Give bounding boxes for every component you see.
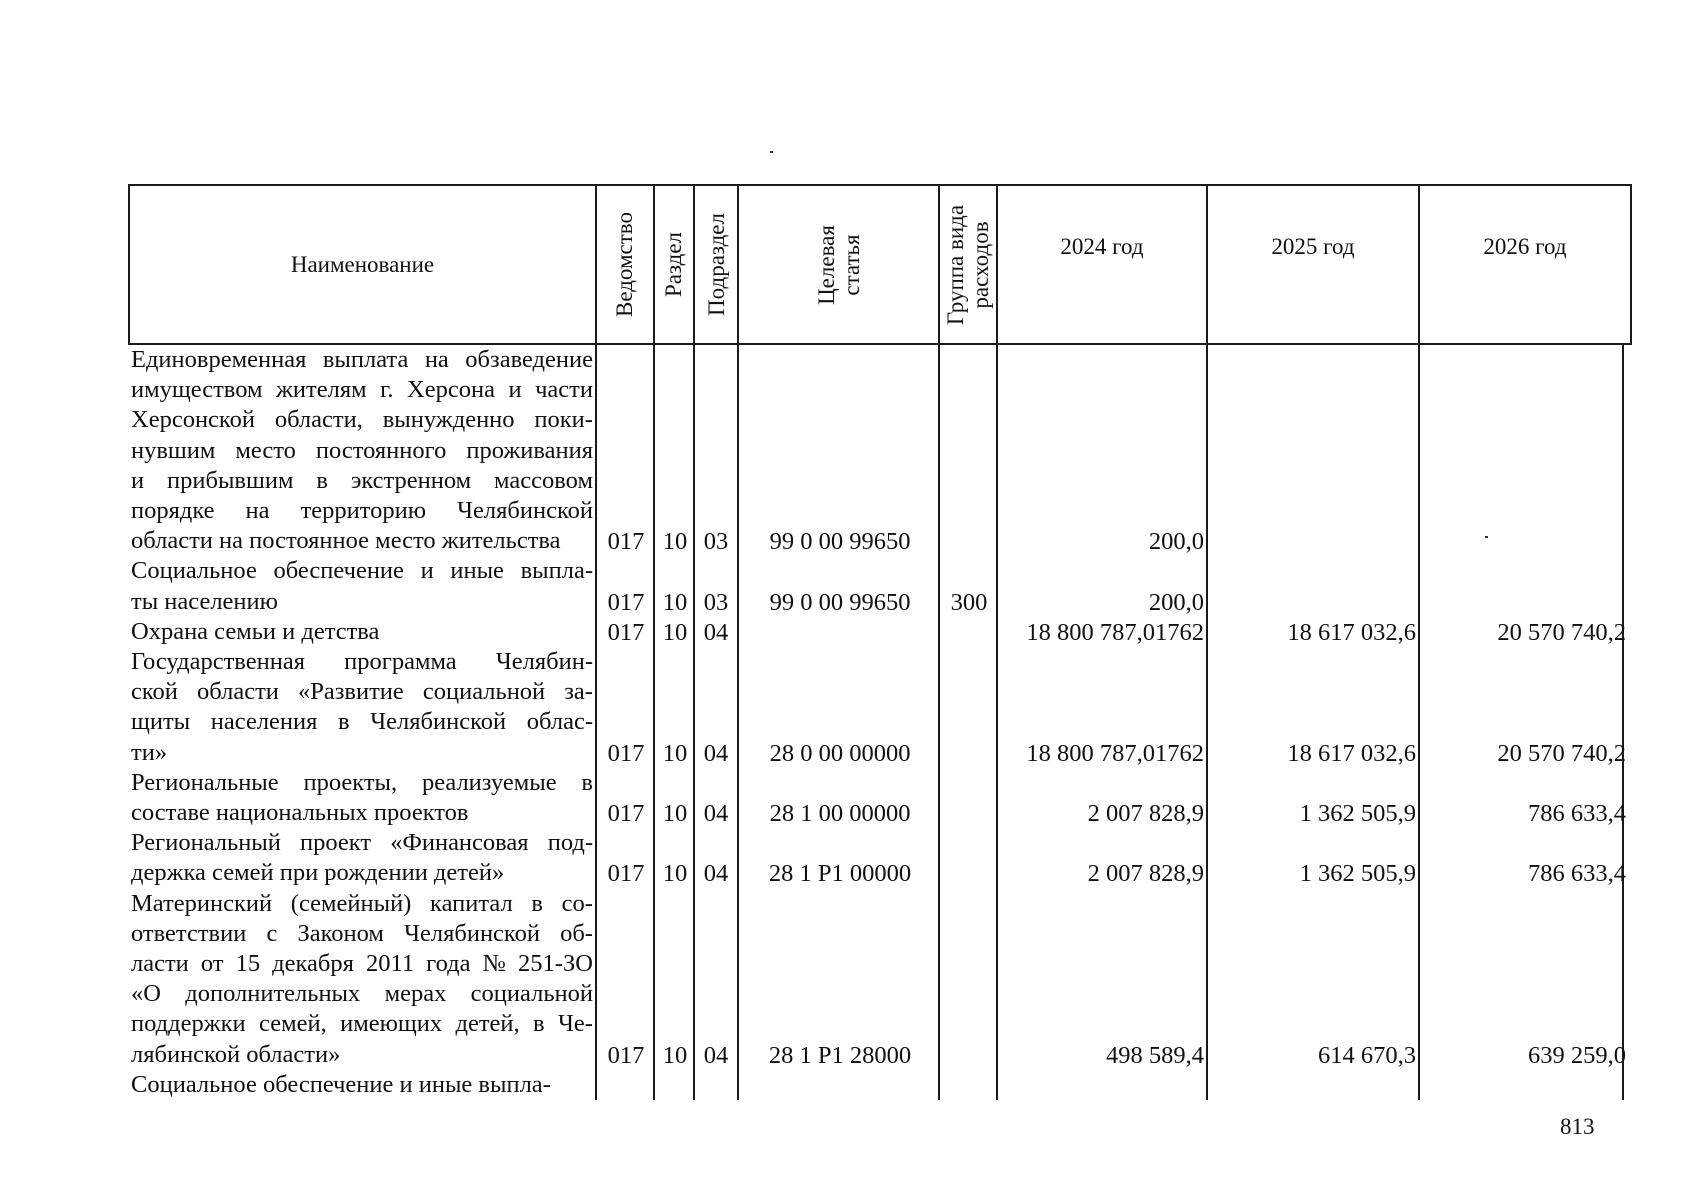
row-amount-2024: 2 007 828,9 bbox=[1087, 800, 1204, 827]
row-amount-2025: 18 617 032,6 bbox=[1287, 739, 1416, 767]
row-amount-2025: 18 617 032,6 bbox=[1287, 618, 1416, 646]
word: проживания bbox=[466, 436, 593, 464]
row-razdel: 10 bbox=[662, 800, 688, 827]
row-amount-2026: 639 259,0 bbox=[1528, 1041, 1626, 1069]
word: экстренном bbox=[350, 466, 472, 494]
word: Региональные bbox=[131, 768, 279, 796]
word: выплата bbox=[322, 346, 409, 373]
word: Законом bbox=[297, 919, 384, 947]
row-name-line bbox=[131, 769, 593, 799]
word: социальной bbox=[422, 678, 546, 706]
word: ской bbox=[131, 678, 178, 706]
row-name-line bbox=[131, 708, 593, 738]
header-name-text: Наименование bbox=[290, 252, 435, 277]
row-celevaya: 28 1 00 00000 bbox=[769, 800, 911, 827]
row-celevaya: 28 1 Р1 00000 bbox=[768, 860, 912, 888]
word: г. bbox=[380, 376, 394, 404]
scan-speck bbox=[1485, 536, 1488, 538]
row-name-line bbox=[131, 920, 593, 950]
row-podrazdel: 03 bbox=[703, 588, 729, 616]
word: дополнительных bbox=[185, 980, 361, 1008]
header-celevaya-line1: Целевая bbox=[813, 224, 839, 305]
row-vedomstvo: 017 bbox=[607, 739, 645, 767]
word: детей, bbox=[455, 1010, 520, 1038]
row-name-line: Социальное обеспечение и иные выпла- bbox=[131, 1070, 551, 1098]
header-2024-text: 2024 год bbox=[1060, 233, 1144, 259]
word: Херсонской bbox=[131, 406, 255, 434]
row-podrazdel: 04 bbox=[703, 618, 729, 646]
word: проект bbox=[300, 829, 372, 857]
row-amount-2024: 2 007 828,9 bbox=[1087, 860, 1204, 888]
row-amount-2024: 200,0 bbox=[1148, 588, 1204, 616]
row-razdel: 10 bbox=[662, 739, 688, 767]
row-name-line bbox=[131, 557, 593, 587]
word: в bbox=[316, 466, 328, 494]
word: облас- bbox=[526, 708, 593, 736]
word: декабря bbox=[272, 949, 354, 977]
header-gruppa bbox=[940, 186, 996, 343]
row-amount-2025: 1 362 505,9 bbox=[1299, 800, 1416, 827]
row-vedomstvo: 017 bbox=[607, 860, 645, 888]
row-amount-2026: 20 570 740,2 bbox=[1497, 739, 1626, 767]
row-razdel: 10 bbox=[662, 860, 688, 888]
header-gruppa-text bbox=[943, 204, 993, 324]
row-name-line bbox=[131, 890, 593, 920]
row-amount-2025: 614 670,3 bbox=[1318, 1041, 1416, 1069]
word: от bbox=[200, 949, 224, 977]
word: и bbox=[508, 376, 522, 404]
word: с bbox=[266, 919, 278, 947]
word: социальной bbox=[470, 980, 593, 1008]
word: Единовременная bbox=[131, 346, 307, 373]
header-2025-text: 2025 год bbox=[1271, 233, 1355, 259]
word: Че- bbox=[557, 1010, 593, 1038]
word: части bbox=[535, 376, 593, 404]
word: под- bbox=[547, 829, 593, 857]
word: поддержки bbox=[131, 1010, 246, 1038]
header-vedomstvo bbox=[597, 186, 653, 343]
word: вынужденно bbox=[382, 406, 515, 434]
word: семей, bbox=[259, 1010, 327, 1038]
word: и bbox=[131, 466, 145, 494]
word: Челябинской bbox=[457, 496, 593, 524]
row-name-line bbox=[131, 980, 593, 1010]
word: Социальное bbox=[131, 557, 257, 585]
word: постоянного bbox=[315, 436, 447, 464]
word: области, bbox=[274, 406, 363, 434]
row-name-line: Охрана семьи и детства bbox=[131, 617, 380, 645]
row-name-line bbox=[131, 1010, 593, 1040]
row-podrazdel: 04 bbox=[703, 1041, 729, 1069]
word: место bbox=[235, 436, 296, 464]
page-number: 813 bbox=[1560, 1114, 1595, 1139]
header-gruppa-line2: расходов bbox=[968, 220, 994, 309]
row-name bbox=[131, 829, 593, 889]
row-vedomstvo: 017 bbox=[607, 800, 645, 827]
row-name bbox=[131, 769, 593, 829]
row-amount-2024: 18 800 787,01762 bbox=[1026, 739, 1204, 767]
row-amount-2025: 1 362 505,9 bbox=[1299, 860, 1416, 888]
word: Челябин- bbox=[495, 648, 593, 675]
word: массовом bbox=[494, 466, 593, 494]
row-amount-2026: 20 570 740,2 bbox=[1497, 618, 1626, 646]
word: года bbox=[426, 949, 471, 977]
word: Челябинской bbox=[404, 919, 540, 947]
row-name-line bbox=[131, 406, 593, 436]
row-name-line bbox=[131, 346, 593, 376]
row-razdel: 10 bbox=[662, 618, 688, 646]
row-celevaya: 99 0 00 99650 bbox=[769, 528, 911, 556]
row-name-line bbox=[131, 950, 593, 980]
row-name-line: ты населению bbox=[131, 587, 278, 615]
word: ответствии bbox=[131, 919, 247, 947]
row-podrazdel: 04 bbox=[703, 860, 729, 888]
row-name-line bbox=[131, 648, 593, 678]
word: иные bbox=[450, 557, 504, 585]
word: имеющих bbox=[340, 1010, 443, 1038]
row-celevaya: 28 1 Р1 28000 bbox=[768, 1041, 912, 1069]
row-podrazdel: 03 bbox=[703, 528, 729, 556]
header-razdel-text: Раздел bbox=[661, 231, 687, 298]
word: об- bbox=[560, 919, 593, 947]
word: Региональный bbox=[131, 829, 281, 857]
row-name bbox=[131, 346, 593, 557]
word: в bbox=[338, 708, 350, 736]
word: Государственная bbox=[131, 648, 305, 675]
word: «Финансовая bbox=[390, 829, 529, 857]
row-name-line bbox=[131, 829, 593, 859]
word: 251-ЗО bbox=[518, 949, 593, 977]
word: капитал bbox=[430, 889, 513, 917]
word: мерах bbox=[384, 980, 447, 1008]
header-gruppa-line1: Группа вида bbox=[943, 204, 969, 325]
header-podrazdel-text: Подраздел bbox=[703, 213, 729, 316]
header-celevaya-line2: статья bbox=[838, 233, 864, 296]
word: и bbox=[420, 557, 434, 585]
row-name-line: ти» bbox=[131, 738, 168, 766]
row-amount-2024: 18 800 787,01762 bbox=[1026, 618, 1204, 646]
word: № bbox=[482, 949, 506, 977]
word: в bbox=[581, 768, 593, 796]
word: области bbox=[196, 678, 279, 706]
word: Челябинской bbox=[370, 708, 507, 736]
word: населения bbox=[210, 708, 318, 736]
header-2025 bbox=[1208, 186, 1418, 306]
header-bottom-border bbox=[128, 343, 1632, 345]
row-celevaya: 99 0 00 99650 bbox=[769, 588, 911, 616]
word: реализуемые bbox=[421, 768, 557, 796]
word: на bbox=[424, 346, 449, 373]
row-name-line: составе национальных проектов bbox=[131, 798, 469, 826]
row-amount-2024: 200,0 bbox=[1148, 528, 1204, 556]
header-name bbox=[130, 186, 595, 343]
scan-speck bbox=[770, 151, 773, 153]
word: обеспечение bbox=[273, 557, 404, 585]
word: за- bbox=[564, 678, 593, 706]
row-name-line bbox=[131, 678, 593, 708]
row-vedomstvo: 017 bbox=[607, 1041, 645, 1069]
word: имуществом bbox=[131, 376, 263, 404]
header-2024 bbox=[998, 186, 1206, 306]
header-vedomstvo-text: Ведомство bbox=[612, 211, 638, 318]
row-podrazdel: 04 bbox=[703, 739, 729, 767]
row-name-line: лябинской области» bbox=[131, 1040, 341, 1068]
row-razdel: 10 bbox=[662, 528, 688, 556]
row-razdel: 10 bbox=[662, 1041, 688, 1069]
row-name-line: держка семей при рождении детей» bbox=[131, 859, 505, 887]
word: «Развитие bbox=[297, 678, 404, 706]
word: Материнский bbox=[131, 889, 273, 917]
word: на bbox=[245, 496, 270, 524]
word: территорию bbox=[300, 496, 427, 524]
col-border-right-body bbox=[1622, 345, 1624, 1100]
word: в bbox=[533, 1010, 545, 1038]
row-name-line: области на постоянное место жительства bbox=[131, 527, 561, 555]
row-razdel: 10 bbox=[662, 588, 688, 616]
word: прибывшим bbox=[167, 466, 294, 494]
word: (семейный) bbox=[290, 889, 412, 917]
row-name-line bbox=[131, 376, 593, 406]
header-podrazdel bbox=[695, 186, 737, 343]
header-celevaya bbox=[739, 186, 938, 343]
row-amount-2026: 786 633,4 bbox=[1528, 800, 1626, 827]
word: программа bbox=[344, 648, 457, 675]
word: проекты, bbox=[303, 768, 398, 796]
word: Херсона bbox=[407, 376, 495, 404]
row-podrazdel: 04 bbox=[703, 800, 729, 827]
word: «О bbox=[131, 980, 161, 1008]
col-border-y25 bbox=[1206, 184, 1208, 1100]
header-celevaya-text bbox=[813, 225, 863, 305]
word: 2011 bbox=[365, 949, 415, 977]
row-vedomstvo: 017 bbox=[607, 618, 645, 646]
word: в bbox=[531, 889, 543, 917]
col-border-right bbox=[1630, 184, 1632, 345]
word: со- bbox=[561, 889, 593, 917]
row-celevaya: 28 0 00 00000 bbox=[769, 739, 911, 767]
row-gruppa: 300 bbox=[950, 588, 988, 616]
row-name bbox=[131, 618, 593, 648]
row-name bbox=[131, 557, 593, 617]
row-vedomstvo: 017 bbox=[607, 588, 645, 616]
word: нувшим bbox=[131, 436, 216, 464]
row-name-line bbox=[131, 467, 593, 497]
row-amount-2026: 786 633,4 bbox=[1528, 860, 1626, 888]
word: 15 bbox=[235, 949, 261, 977]
row-name bbox=[131, 648, 593, 769]
word: обзаведение bbox=[465, 346, 593, 373]
header-2026-text: 2026 год bbox=[1483, 233, 1567, 259]
header-razdel bbox=[655, 186, 693, 343]
word: выпла- bbox=[520, 557, 593, 585]
row-name-line bbox=[131, 437, 593, 467]
word: щиты bbox=[131, 708, 191, 736]
row-name bbox=[131, 1071, 593, 1101]
row-name-line bbox=[131, 497, 593, 527]
word: жителям bbox=[275, 376, 367, 404]
row-vedomstvo: 017 bbox=[607, 528, 645, 556]
word: ласти bbox=[131, 949, 189, 977]
header-2026 bbox=[1420, 186, 1630, 306]
row-name bbox=[131, 890, 593, 1071]
word: поки- bbox=[534, 406, 593, 434]
word: порядке bbox=[131, 496, 215, 524]
row-amount-2024: 498 589,4 bbox=[1106, 1041, 1204, 1069]
